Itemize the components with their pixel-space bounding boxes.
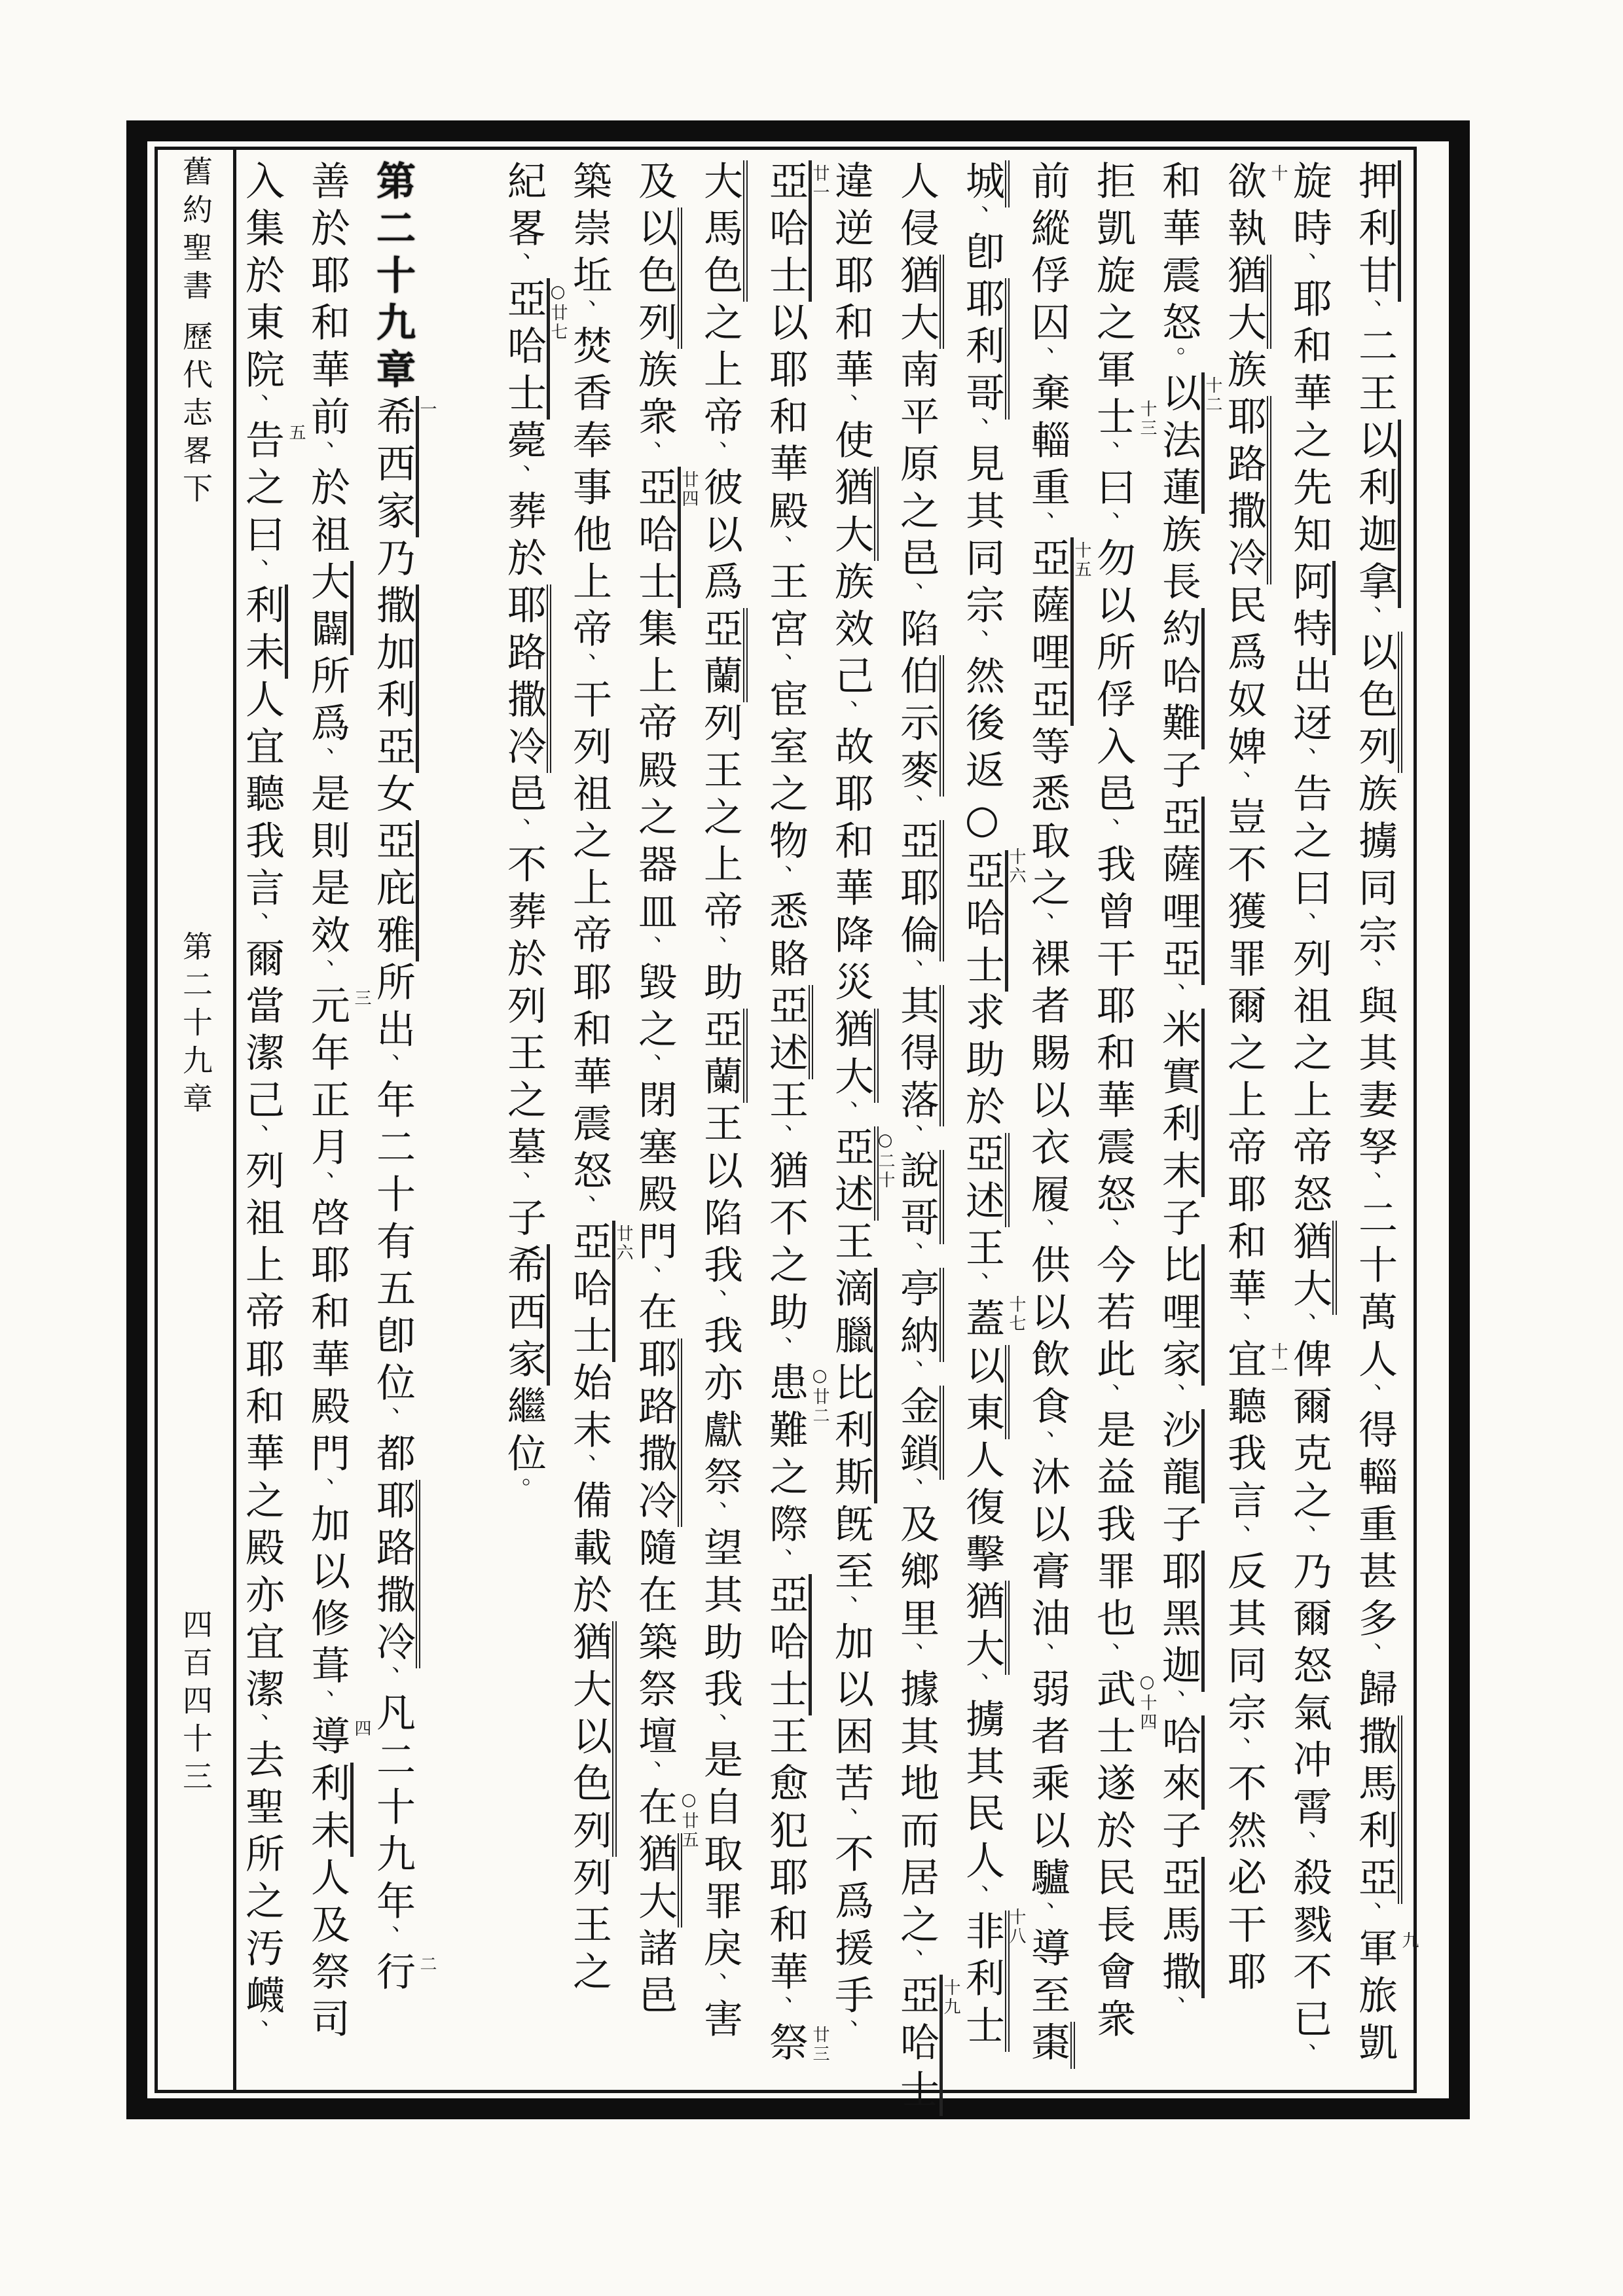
person-name: 亞哈士 <box>959 850 1008 992</box>
scripture-text: 求助於 <box>959 992 1005 1133</box>
punctuation-mark: 、 <box>1224 1312 1251 1336</box>
scripture-text: 人及祭司 <box>304 1857 350 2045</box>
punctuation-mark: 、 <box>831 393 858 417</box>
punctuation-mark: 、 <box>635 1265 662 1289</box>
scripture-text: 子 <box>1156 1503 1201 1551</box>
scripture-text: 人宜聽我言、爾當潔己、列祖上帝耶和華之殿亦宜潔、去聖所之汚衊、 <box>239 679 285 2043</box>
scripture-text <box>1352 605 1398 632</box>
punctuation-mark: 、 <box>308 1689 335 1713</box>
punctuation-mark: 、 <box>701 935 727 959</box>
place-name: 猶大 <box>1286 1221 1337 1315</box>
scripture-text: 拒凱旋之軍士、曰、勿以所俘入邑、我曾干耶和華震怒、今若此、是益我罪也、武士遂於民長會衆 <box>1090 160 1136 2045</box>
punctuation-mark: 、 <box>308 1171 335 1194</box>
punctuation-mark: 、 <box>766 535 793 558</box>
person-name: 耶黑迦 <box>1156 1551 1205 1692</box>
person-name: 阿特 <box>1286 561 1336 655</box>
scripture-text: 族衆、 <box>632 349 678 464</box>
person-name: 比哩家 <box>1156 1244 1205 1386</box>
punctuation-mark: 、 <box>635 1760 662 1784</box>
place-name: 猶大 <box>894 255 944 349</box>
place-name: 耶利哥 <box>959 278 1010 420</box>
title-column-divider <box>233 150 236 2090</box>
text-column <box>958 160 1026 2078</box>
scripture-text: 族長 <box>1156 514 1201 608</box>
scripture-text: 列王之 <box>566 1857 612 1998</box>
scripture-text: 子 <box>1156 1197 1201 1244</box>
punctuation-mark: 、 <box>308 747 335 770</box>
title-text: 第二十九章 <box>178 931 213 1121</box>
punctuation-mark: 、 <box>1028 1430 1055 1454</box>
title-text: 歷代志畧下 <box>178 321 213 511</box>
place-name: 亭納 <box>894 1268 944 1362</box>
punctuation-mark: 、 <box>766 865 793 888</box>
place-name: 棗 <box>1025 2022 1075 2069</box>
person-name: 亞薩哩亞 <box>1156 797 1205 985</box>
punctuation-mark: 、 <box>1290 2043 1317 2066</box>
verse-number: ○廿五 <box>679 1790 699 1850</box>
punctuation-mark: 、 <box>1224 770 1251 794</box>
punctuation-mark: 、 <box>570 1194 596 1218</box>
person-name: 亞哈士 <box>501 278 550 420</box>
verse-number: 十 <box>1268 164 1288 183</box>
scripture-text <box>1156 1383 1201 1409</box>
punctuation-mark: 、 <box>1159 1383 1186 1407</box>
punctuation-mark: 、 <box>504 1171 531 1194</box>
scripture-text: 繼位。 <box>501 1386 547 1501</box>
scripture-text <box>1156 982 1201 1009</box>
punctuation-mark: 、 <box>242 2019 269 2043</box>
punctuation-mark: 、 <box>1159 1996 1186 2019</box>
person-name: 亞薩哩亞 <box>1025 537 1074 726</box>
place-name: 以色列 <box>1352 632 1402 773</box>
chapter-heading: 第二十九章 <box>370 160 416 396</box>
punctuation-mark: 、 <box>766 1996 793 2019</box>
scripture-text: 違逆耶和華、使 <box>828 160 874 467</box>
verse-number: 十七 <box>1006 1295 1026 1333</box>
punctuation-mark: 、 <box>1290 1831 1317 1854</box>
punctuation-mark: 。 <box>504 1477 531 1501</box>
scripture-text: 族擄同宗、與其妻孥、二十萬人、得輜重甚多、歸 <box>1352 773 1398 1715</box>
scripture-text: 、二王 <box>1352 299 1398 420</box>
punctuation-mark: 、 <box>897 1948 924 1972</box>
punctuation-mark: 、 <box>373 1053 400 1077</box>
verse-number: 廿四 <box>679 471 699 509</box>
scripture-text: 薨、葬於 <box>501 420 547 584</box>
punctuation-mark: 、 <box>373 1925 400 1948</box>
punctuation-mark: 、 <box>701 1289 727 1312</box>
verse-number: 三 <box>352 989 371 1008</box>
scripture-text: 女 <box>370 773 416 820</box>
person-name: 米實利末 <box>1156 1009 1205 1197</box>
verse-number: 廿三 <box>810 2026 830 2064</box>
punctuation-mark: 、 <box>373 1666 400 1689</box>
punctuation-mark: 、 <box>504 464 531 488</box>
punctuation-mark: 、 <box>962 1884 989 1908</box>
scripture-text: 、凡二十九年、行 <box>370 1666 416 1998</box>
title-text: 四百四十三 <box>178 1609 213 1799</box>
place-name: 亞述 <box>959 1133 1010 1227</box>
text-column <box>369 160 437 2078</box>
text-column <box>1220 160 1288 2078</box>
punctuation-mark: 、 <box>701 1713 727 1736</box>
punctuation-mark: 、 <box>1355 1901 1382 1925</box>
punctuation-mark: 、 <box>831 1100 858 1124</box>
place-name: 其得落 <box>894 985 944 1126</box>
person-name: 亞哈士 <box>566 1221 615 1362</box>
punctuation-mark: 、 <box>504 817 531 841</box>
punctuation-mark: 、 <box>504 252 531 276</box>
punctuation-mark: 、 <box>897 1477 924 1501</box>
place-name: 城 <box>959 160 1010 207</box>
place-name: 猶大 <box>632 1833 682 1928</box>
scripture-text <box>894 1359 939 1386</box>
punctuation-mark: 、 <box>1028 1642 1055 1666</box>
place-name: 猶大 <box>959 1581 1010 1675</box>
punctuation-mark: 、 <box>635 1053 662 1077</box>
scripture-text: 人復擊 <box>959 1439 1005 1581</box>
punctuation-mark: 、 <box>242 912 269 935</box>
scripture-text: 諸邑 <box>632 1928 678 2022</box>
scripture-text: 、俾爾克之、乃爾怒氣冲霄、殺戮不已、 <box>1286 1312 1332 2066</box>
punctuation-mark: 、 <box>1093 1642 1120 1666</box>
place-name: 金鎖 <box>894 1386 944 1480</box>
punctuation-mark: 、 <box>1028 511 1055 535</box>
person-name: 希西家 <box>370 396 419 537</box>
punctuation-mark: 、 <box>962 1272 989 1295</box>
place-name: 說哥 <box>894 1150 944 1244</box>
place-name: 猶大 <box>1221 255 1271 349</box>
punctuation-mark: 、 <box>1159 1689 1186 1713</box>
scripture-text <box>894 961 939 985</box>
punctuation-mark: 、 <box>701 440 727 464</box>
title-text: 舊約聖書 <box>178 156 213 308</box>
punctuation-mark: 。 <box>1159 346 1186 370</box>
punctuation-mark: 、 <box>1355 1171 1382 1194</box>
verse-number: 十一 <box>1268 1342 1288 1380</box>
text-column <box>892 160 960 2116</box>
text-column <box>238 160 306 2078</box>
scripture-text: 人侵 <box>894 160 939 255</box>
person-name: 約哈難 <box>1156 608 1205 749</box>
punctuation-mark: 、 <box>1355 1383 1382 1407</box>
place-name: 大馬色 <box>697 160 748 302</box>
punctuation-mark: 、 <box>1028 346 1055 370</box>
scripture-text <box>1156 1998 1201 2022</box>
punctuation-mark: 、 <box>962 1672 989 1696</box>
scripture-text: 王、蓋 <box>959 1227 1005 1345</box>
verse-number: 四 <box>352 1719 371 1738</box>
place-name: 猶大 <box>828 1009 879 1103</box>
verse-number: ○十四 <box>1137 1672 1157 1732</box>
place-name: 耶路撒冷 <box>632 1338 682 1527</box>
punctuation-mark: 、 <box>1224 1524 1251 1548</box>
punctuation-mark: 、 <box>897 1359 924 1383</box>
punctuation-mark: 、 <box>308 1477 335 1501</box>
verse-number: ○廿二 <box>810 1366 830 1426</box>
punctuation-mark: 、 <box>897 959 924 982</box>
punctuation-mark: 、 <box>242 1713 269 1736</box>
punctuation-mark: 、 <box>831 700 858 723</box>
verse-number: 十六 <box>1006 848 1026 886</box>
punctuation-mark: 、 <box>1093 440 1120 464</box>
verse-number: ○廿七 <box>548 282 568 342</box>
punctuation-mark: 、 <box>766 1336 793 1359</box>
text-column <box>630 160 699 2078</box>
scripture-text: 族 <box>1221 349 1267 396</box>
scripture-text: 、卽 <box>959 205 1005 278</box>
punctuation-mark: 、 <box>1224 1736 1251 1760</box>
person-name: 亞庇雅 <box>370 820 419 961</box>
punctuation-mark: 、 <box>1290 1524 1317 1548</box>
punctuation-mark: 、 <box>766 1548 793 1571</box>
scripture-text: 、及鄉里、據其地而居之、 <box>894 1477 939 1972</box>
verse-number: 五 <box>286 423 306 442</box>
punctuation-mark: 、 <box>1290 912 1317 935</box>
person-name: 亞哈士 <box>894 1975 943 2116</box>
punctuation-mark: 、 <box>1028 912 1055 935</box>
person-name: 亞哈士 <box>632 467 681 608</box>
person-name: 亞馬撒 <box>1156 1857 1205 1998</box>
person-name: 以法蓮 <box>1156 372 1205 514</box>
punctuation-mark: 、 <box>1355 959 1382 982</box>
punctuation-mark: 、 <box>897 1242 924 1265</box>
place-name: 耶路撒冷 <box>1221 396 1271 584</box>
place-name: 亞述 <box>828 1126 879 1221</box>
punctuation-mark: 、 <box>962 417 989 440</box>
scripture-text: 邑、不葬於列王之墓、子 <box>501 773 547 1244</box>
scripture-text: 出迓、告之曰、列祖之上帝怒 <box>1286 655 1332 1221</box>
punctuation-mark: 、 <box>570 299 596 323</box>
person-name: 亞哈士 <box>763 1574 812 1715</box>
punctuation-mark: 、 <box>308 959 335 982</box>
place-name: 亞蘭 <box>697 608 748 702</box>
punctuation-mark: 、 <box>1290 747 1317 770</box>
punctuation-mark: 、 <box>1290 1312 1317 1336</box>
punctuation-mark: 、 <box>373 1407 400 1430</box>
scripture-text <box>1156 1689 1201 1715</box>
punctuation-mark: 、 <box>242 558 269 582</box>
verse-number: ○二十 <box>875 1130 895 1190</box>
place-name: 亞耶倫 <box>894 820 944 961</box>
punctuation-mark: 、 <box>242 1124 269 1147</box>
text-column <box>1089 160 1157 2078</box>
punctuation-mark: 、 <box>831 1595 858 1619</box>
scripture-text <box>828 1100 874 1126</box>
punctuation-mark: 、 <box>635 440 662 464</box>
scripture-text: 集上帝殿之器皿、毀之、閉塞殿門、在 <box>632 608 678 1338</box>
verse-number: 廿六 <box>613 1225 633 1263</box>
punctuation-mark: 、 <box>1093 1218 1120 1242</box>
scripture-text: 民爲奴婢、豈不獲罪爾之上帝耶和華、宜聽我言、反其同宗、不然必干耶 <box>1221 584 1267 1998</box>
place-name: 亞述 <box>763 985 813 1079</box>
punctuation-mark: 、 <box>897 1124 924 1147</box>
person-name: 以利迦拿 <box>1352 420 1401 608</box>
punctuation-mark: 、 <box>570 1454 596 1477</box>
text-column <box>761 160 830 2078</box>
scripture-text: 乃 <box>370 537 416 584</box>
place-name: 以色列 <box>632 207 682 349</box>
person-name: 亞哈士 <box>763 160 812 302</box>
place-name: 以色列 <box>566 1715 617 1857</box>
scripture-text: 南平原之邑、陷 <box>894 349 939 655</box>
scripture-text: 列王之上帝、助 <box>697 702 743 1009</box>
scripture-text: 築崇坵、焚香奉事他上帝、干列祖之上帝耶和華震怒、 <box>566 160 612 1218</box>
punctuation-mark: 、 <box>242 393 269 417</box>
verse-number: 十二 <box>1203 376 1222 414</box>
text-column <box>303 160 371 2078</box>
punctuation-mark: 、 <box>1028 1901 1055 1925</box>
scripture-text <box>894 794 939 820</box>
verse-number: 一 <box>417 400 437 419</box>
person-name: 沙龍 <box>1156 1409 1205 1503</box>
scripture-text: 王愈犯耶和華、祭 <box>763 1715 809 2069</box>
verse-number: 十五 <box>1072 541 1091 579</box>
verse-number: 十九 <box>941 1979 960 2017</box>
text-column <box>565 160 633 2078</box>
text-column <box>500 160 568 2078</box>
scripture-text: 以耶和華殿、王宮、宦室之物、悉賂 <box>763 302 809 985</box>
scripture-text: 始末、備載於 <box>566 1362 612 1621</box>
scripture-text <box>894 1126 939 1150</box>
punctuation-mark: 、 <box>831 2019 858 2043</box>
punctuation-mark: 、 <box>766 653 793 676</box>
verse-number: 十八 <box>1006 1908 1026 1946</box>
scripture-text: 、見其同宗、然後返○ <box>959 417 1005 850</box>
person-name: 押利甘 <box>1352 160 1401 302</box>
scripture-text: 前縱俘囚、棄輜重、 <box>1025 160 1070 535</box>
punctuation-mark: 、 <box>701 1501 727 1524</box>
text-column <box>696 160 743 2078</box>
place-name: 猶大 <box>828 467 879 561</box>
punctuation-mark: 、 <box>1028 1218 1055 1242</box>
scripture-text: 王 <box>828 1221 874 1268</box>
scripture-text: 入集於東院、告之曰、 <box>239 160 285 582</box>
place-name: 猶大 <box>566 1621 617 1715</box>
place-name: 非利士 <box>959 1910 1010 2052</box>
text-column <box>827 160 895 2078</box>
scripture-text: 、擄其民人、 <box>959 1672 1005 1908</box>
punctuation-mark: 、 <box>1093 1383 1120 1407</box>
scripture-text: 子 <box>1156 749 1201 797</box>
person-name: 利未 <box>239 584 288 679</box>
scripture-text: 族效己、故耶和華降災 <box>828 561 874 1009</box>
scripture-text: 所出、年二十有五卽位、都 <box>370 961 416 1480</box>
punctuation-mark: 、 <box>701 1972 727 1996</box>
place-name: 耶路撒冷 <box>501 584 551 773</box>
scripture-text: 子 <box>1156 1810 1201 1857</box>
punctuation-mark: 、 <box>897 1642 924 1666</box>
punctuation-mark: 、 <box>1355 605 1382 629</box>
punctuation-mark: 、 <box>1159 982 1186 1006</box>
punctuation-mark: 、 <box>635 935 662 959</box>
punctuation-mark: 、 <box>897 794 924 817</box>
text-column <box>1023 160 1091 2078</box>
scripture-text: 和華震怒。 <box>1156 160 1201 370</box>
scripture-text: 之上帝、彼以爲 <box>697 302 743 608</box>
person-name: 撒加利亞 <box>370 584 419 773</box>
place-name: 耶路撒冷 <box>370 1480 420 1668</box>
punctuation-mark: 、 <box>962 629 989 653</box>
scripture-text: 欲執 <box>1221 160 1267 255</box>
verse-number: 二 <box>417 1955 437 1974</box>
person-name: 哈來 <box>1156 1715 1205 1810</box>
punctuation-mark: 、 <box>308 440 335 464</box>
place-name: 撒馬利亞 <box>1352 1715 1402 1904</box>
scripture-text: 、軍旅凱 <box>1352 1901 1398 2069</box>
scripture-text: 王、猶不之助、患難之際、 <box>763 1079 809 1571</box>
punctuation-mark: 、 <box>570 653 596 676</box>
place-name: 亞蘭 <box>697 1009 748 1103</box>
person-name: 利未 <box>304 1763 354 1857</box>
scripture-text: 及 <box>632 160 678 207</box>
scripture-text: 旣至、加以困苦、不爲援手、 <box>828 1503 874 2043</box>
scripture-text: 隨在築祭壇、在 <box>632 1527 678 1833</box>
place-name: 伯示麥 <box>894 655 944 797</box>
scripture-text <box>894 1244 939 1268</box>
person-name: 大闢 <box>304 561 354 655</box>
punctuation-mark: 、 <box>1355 1642 1382 1666</box>
punctuation-mark: 、 <box>1093 511 1120 535</box>
text-column <box>1351 160 1419 2078</box>
text-column <box>1154 160 1222 2078</box>
punctuation-mark: 、 <box>1355 299 1382 323</box>
scripture-text: 旋時、耶和華之先知 <box>1286 160 1332 561</box>
punctuation-mark: 、 <box>962 205 989 228</box>
verse-number: 廿一 <box>810 164 830 202</box>
scripture-text: 王以陷我、我亦獻祭、望其助我、是自取罪戾、害 <box>697 1103 743 2045</box>
punctuation-mark: 、 <box>766 1124 793 1147</box>
scripture-text: 紀畧、 <box>501 160 547 276</box>
punctuation-mark: 、 <box>831 1807 858 1831</box>
person-name: 希西家 <box>501 1244 550 1386</box>
punctuation-mark: 、 <box>897 582 924 605</box>
punctuation-mark: 、 <box>1093 817 1120 841</box>
scripture-text: 所爲、是則是效、元年正月、啓耶和華殿門、加以修葺、導 <box>304 655 350 1763</box>
person-name: 滴臘比利斯 <box>828 1268 877 1503</box>
text-column <box>1285 160 1332 2078</box>
scripture-text: 善於耶和華前、於祖 <box>304 160 350 561</box>
verse-number: 十三 <box>1137 400 1157 438</box>
punctuation-mark: 、 <box>1290 252 1317 276</box>
place-name: 以東 <box>959 1345 1010 1439</box>
verse-number: 九 <box>1399 1931 1419 1950</box>
scripture-text: 等悉取之、裸者賜以衣履、供以飲食、沐以膏油、弱者乘以驢、導至 <box>1025 726 1070 2022</box>
